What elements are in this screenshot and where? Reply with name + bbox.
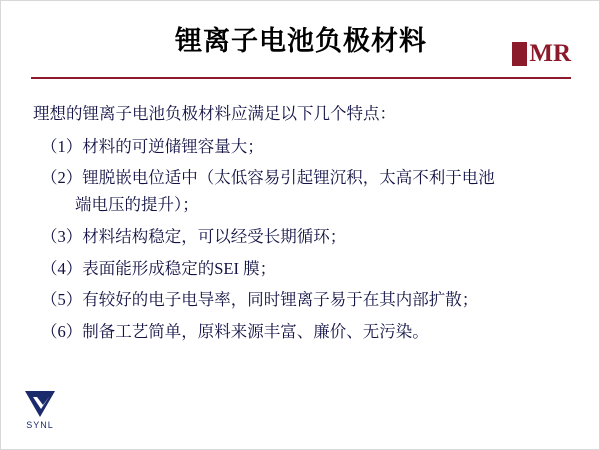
list-item xyxy=(41,165,579,218)
list-item xyxy=(41,287,579,314)
synl-logo-mark-icon xyxy=(23,389,57,419)
title-divider xyxy=(31,77,571,79)
list-item xyxy=(41,256,579,283)
page-title: 锂离子电池负极材料 xyxy=(175,26,427,56)
synl-logo-text: SYNL xyxy=(26,420,54,430)
list-item-label: （2）锂脱嵌电位适中（太低容易引起锂沉积，太高不利于电池 xyxy=(41,168,495,188)
list-item-continuation: 端电压的提升）； xyxy=(75,195,199,215)
intro-paragraph: 理想的锂离子电池负极材料应满足以下几个特点： xyxy=(33,104,396,123)
list-item-label: （6）制备工艺简单，原料来源丰富、廉价、无污染。 xyxy=(41,322,429,342)
list-item-label: （3）材料结构稳定，可以经受长期循环； xyxy=(41,226,347,246)
slide-body xyxy=(23,101,579,351)
imr-logo-bar xyxy=(512,42,527,66)
list-item xyxy=(41,224,579,251)
list-item xyxy=(41,319,579,346)
imr-logo-text: MR xyxy=(529,40,571,67)
list-item-label: （4）表面能形成稳定的SEI 膜； xyxy=(41,258,277,278)
list-item-label: （5）有较好的电子电导率，同时锂离子易于在其内部扩散； xyxy=(41,290,479,310)
imr-logo xyxy=(499,39,571,69)
synl-logo xyxy=(11,389,69,435)
list-item xyxy=(41,134,579,161)
list-item-label: （1）材料的可逆储锂容量大； xyxy=(41,136,264,156)
